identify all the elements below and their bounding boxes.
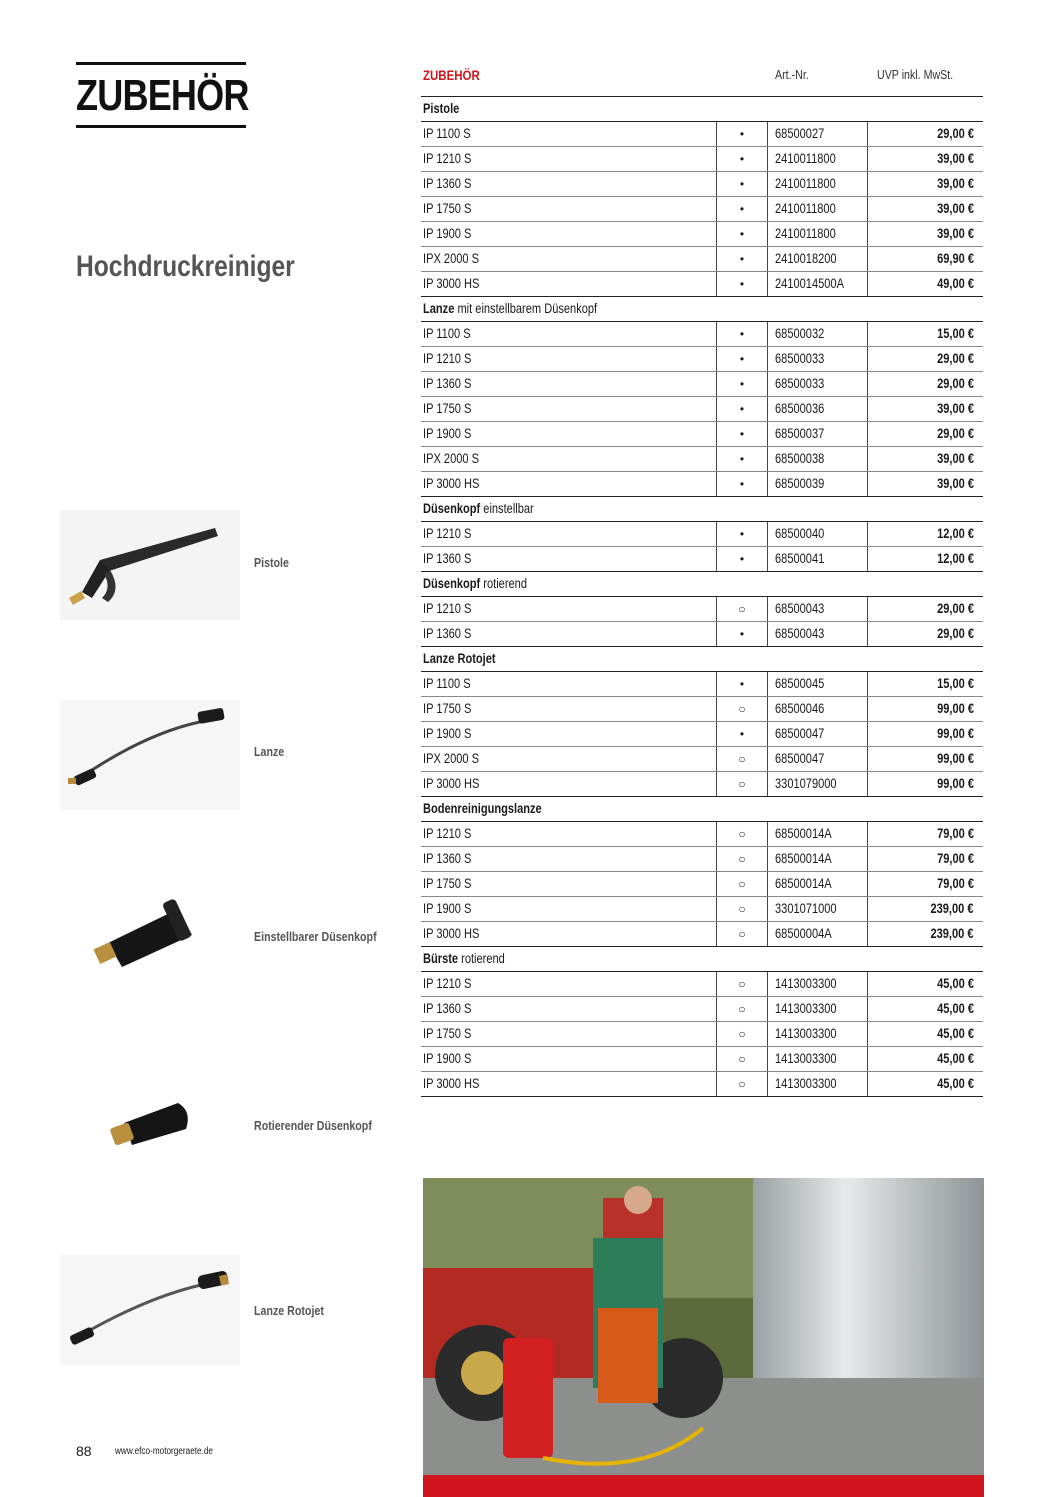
model-cell: IPX 2000 S xyxy=(423,451,480,466)
article-number-cell: 68500041 xyxy=(775,551,825,566)
article-number-cell: 2410018200 xyxy=(775,251,837,266)
availability-mark: ○ xyxy=(716,1022,768,1046)
group-name: Düsenkopf xyxy=(423,501,481,516)
side-item-pistole xyxy=(60,510,420,620)
model-cell: IP 1360 S xyxy=(423,376,472,391)
article-number-cell: 68500047 xyxy=(775,751,825,766)
article-number-cell: 68500047 xyxy=(775,726,825,741)
availability-mark: • xyxy=(716,147,768,171)
article-number-cell: 68500038 xyxy=(775,451,825,466)
model-cell: IP 1900 S xyxy=(423,1051,472,1066)
group-heading xyxy=(421,97,983,122)
group-heading xyxy=(421,497,983,522)
group-name: Lanze Rotojet xyxy=(423,651,496,666)
model-cell: IP 1900 S xyxy=(423,901,472,916)
price-cell: 29,00 € xyxy=(867,422,984,446)
article-number-cell: 68500014A xyxy=(775,876,832,891)
page-title: ZUBEHÖR xyxy=(76,71,249,120)
table-row xyxy=(421,622,983,647)
table-body xyxy=(421,97,983,1097)
group-sub: einstellbar xyxy=(480,501,534,516)
table-row xyxy=(421,772,983,797)
model-cell: IP 1100 S xyxy=(423,676,471,691)
article-number-cell: 68500043 xyxy=(775,601,825,616)
availability-mark: ○ xyxy=(716,772,768,796)
availability-mark: • xyxy=(716,172,768,196)
price-cell: 239,00 € xyxy=(867,897,984,921)
footer-url[interactable]: www.efco-motorgeraete.de xyxy=(115,1446,214,1457)
rotojet-lance-image xyxy=(60,1255,240,1365)
table-row xyxy=(421,397,983,422)
group-name: Pistole xyxy=(423,101,460,116)
header-art-nr: Art.-Nr. xyxy=(775,67,809,82)
model-cell: IP 1100 S xyxy=(423,126,471,141)
table-row xyxy=(421,322,983,347)
price-cell: 12,00 € xyxy=(867,522,984,546)
side-item-lanze xyxy=(60,700,420,810)
article-number-cell: 68500027 xyxy=(775,126,825,141)
group-name: Düsenkopf xyxy=(423,576,481,591)
table-row xyxy=(421,997,983,1022)
table-row xyxy=(421,822,983,847)
group-name: Bürste xyxy=(423,951,459,966)
side-label: Rotierender Düsenkopf xyxy=(254,1118,372,1133)
price-cell: 79,00 € xyxy=(867,847,984,871)
table-row xyxy=(421,747,983,772)
price-cell: 39,00 € xyxy=(867,447,984,471)
header-uvp: UVP inkl. MwSt. xyxy=(877,67,954,82)
availability-mark: ○ xyxy=(716,972,768,996)
table-row xyxy=(421,472,983,497)
table-row xyxy=(421,247,983,272)
article-number-cell: 68500033 xyxy=(775,376,825,391)
price-cell: 29,00 € xyxy=(867,372,984,396)
price-cell: 39,00 € xyxy=(867,147,984,171)
lance-image xyxy=(60,700,240,810)
group-heading xyxy=(421,572,983,597)
price-cell: 45,00 € xyxy=(867,972,984,996)
article-number-cell: 68500040 xyxy=(775,526,825,541)
price-cell: 79,00 € xyxy=(867,872,984,896)
table-row xyxy=(421,1072,983,1097)
availability-mark: • xyxy=(716,672,768,696)
price-cell: 29,00 € xyxy=(867,622,984,646)
price-cell: 79,00 € xyxy=(867,822,984,846)
model-cell: IP 1750 S xyxy=(423,701,472,716)
price-cell: 39,00 € xyxy=(867,172,984,196)
price-cell: 45,00 € xyxy=(867,1047,984,1071)
availability-mark: • xyxy=(716,522,768,546)
group-heading xyxy=(421,947,983,972)
availability-mark: ○ xyxy=(716,597,768,621)
model-cell: IP 3000 HS xyxy=(423,1076,480,1091)
price-cell: 45,00 € xyxy=(867,1072,984,1096)
header-zubehoer: ZUBEHÖR xyxy=(423,67,480,83)
product-photo xyxy=(423,1178,984,1497)
price-cell: 15,00 € xyxy=(867,672,984,696)
article-number-cell: 3301079000 xyxy=(775,776,837,791)
side-label: Lanze xyxy=(254,744,285,759)
article-number-cell: 3301071000 xyxy=(775,901,837,916)
group-name: Lanze xyxy=(423,301,455,316)
price-cell: 12,00 € xyxy=(867,547,984,571)
article-number-cell: 68500004A xyxy=(775,926,832,941)
table-row xyxy=(421,147,983,172)
table-row xyxy=(421,222,983,247)
price-cell: 49,00 € xyxy=(867,272,984,296)
model-cell: IP 1210 S xyxy=(423,351,472,366)
availability-mark: • xyxy=(716,197,768,221)
adjustable-nozzle-image xyxy=(60,885,240,995)
model-cell: IP 1900 S xyxy=(423,226,472,241)
article-number-cell: 68500039 xyxy=(775,476,825,491)
table-row xyxy=(421,1022,983,1047)
model-cell: IP 1100 S xyxy=(423,326,471,341)
table-row xyxy=(421,272,983,297)
model-cell: IP 3000 HS xyxy=(423,276,480,291)
table-row xyxy=(421,872,983,897)
model-cell: IP 1750 S xyxy=(423,201,472,216)
model-cell: IP 1360 S xyxy=(423,1001,472,1016)
article-number-cell: 1413003300 xyxy=(775,1001,837,1016)
price-cell: 29,00 € xyxy=(867,122,984,146)
model-cell: IP 1210 S xyxy=(423,601,472,616)
side-item-einstellbarer-duesenkopf xyxy=(60,885,420,995)
article-number-cell: 68500032 xyxy=(775,326,825,341)
availability-mark: • xyxy=(716,397,768,421)
table-row xyxy=(421,172,983,197)
side-item-lanze-rotojet xyxy=(60,1255,420,1365)
model-cell: IPX 2000 S xyxy=(423,251,480,266)
page-title-frame xyxy=(76,62,249,128)
table-row xyxy=(421,372,983,397)
model-cell: IP 1210 S xyxy=(423,526,472,541)
price-cell: 239,00 € xyxy=(867,922,984,946)
table-row xyxy=(421,972,983,997)
article-number-cell: 68500043 xyxy=(775,626,825,641)
availability-mark: ○ xyxy=(716,697,768,721)
table-row xyxy=(421,447,983,472)
model-cell: IP 3000 HS xyxy=(423,776,480,791)
article-number-cell: 68500014A xyxy=(775,851,832,866)
table-row xyxy=(421,722,983,747)
group-heading xyxy=(421,797,983,822)
model-cell: IP 1900 S xyxy=(423,426,472,441)
price-cell: 99,00 € xyxy=(867,747,984,771)
article-number-cell: 2410011800 xyxy=(775,226,836,241)
availability-mark: • xyxy=(716,347,768,371)
side-label: Pistole xyxy=(254,555,289,570)
price-cell: 39,00 € xyxy=(867,472,984,496)
price-cell: 39,00 € xyxy=(867,197,984,221)
table-row xyxy=(421,922,983,947)
article-number-cell: 2410011800 xyxy=(775,176,836,191)
availability-mark: ○ xyxy=(716,897,768,921)
article-number-cell: 2410014500A xyxy=(775,276,844,291)
model-cell: IP 1750 S xyxy=(423,401,472,416)
availability-mark: ○ xyxy=(716,1072,768,1096)
table-row xyxy=(421,197,983,222)
price-cell: 29,00 € xyxy=(867,597,984,621)
availability-mark: ○ xyxy=(716,822,768,846)
price-cell: 29,00 € xyxy=(867,347,984,371)
group-sub: rotierend xyxy=(458,951,505,966)
accessories-table xyxy=(421,62,983,1097)
model-cell: IP 1750 S xyxy=(423,876,472,891)
price-cell: 45,00 € xyxy=(867,1022,984,1046)
group-sub: mit einstellbarem Düsenkopf xyxy=(454,301,598,316)
article-number-cell: 2410011800 xyxy=(775,151,836,166)
price-cell: 45,00 € xyxy=(867,997,984,1021)
model-cell: IP 1210 S xyxy=(423,826,472,841)
availability-mark: • xyxy=(716,247,768,271)
table-row xyxy=(421,122,983,147)
group-name: Bodenreinigungslanze xyxy=(423,801,542,816)
article-number-cell: 68500037 xyxy=(775,426,825,441)
table-row xyxy=(421,847,983,872)
rotating-nozzle-image xyxy=(60,1075,240,1185)
table-row xyxy=(421,422,983,447)
article-number-cell: 1413003300 xyxy=(775,1051,837,1066)
side-label: Einstellbarer Düsenkopf xyxy=(254,929,377,944)
article-number-cell: 68500036 xyxy=(775,401,825,416)
price-cell: 39,00 € xyxy=(867,222,984,246)
price-cell: 99,00 € xyxy=(867,772,984,796)
availability-mark: • xyxy=(716,222,768,246)
model-cell: IP 1900 S xyxy=(423,726,472,741)
article-number-cell: 1413003300 xyxy=(775,1076,837,1091)
availability-mark: ○ xyxy=(716,997,768,1021)
model-cell: IP 1360 S xyxy=(423,176,472,191)
article-number-cell: 68500033 xyxy=(775,351,825,366)
price-cell: 69,90 € xyxy=(867,247,984,271)
article-number-cell: 1413003300 xyxy=(775,1026,837,1041)
article-number-cell: 68500014A xyxy=(775,826,832,841)
price-cell: 99,00 € xyxy=(867,722,984,746)
model-cell: IPX 2000 S xyxy=(423,751,480,766)
table-row xyxy=(421,347,983,372)
availability-mark: ○ xyxy=(716,872,768,896)
availability-mark: ○ xyxy=(716,847,768,871)
article-number-cell: 1413003300 xyxy=(775,976,837,991)
table-row xyxy=(421,672,983,697)
table-row xyxy=(421,547,983,572)
availability-mark: • xyxy=(716,447,768,471)
availability-mark: • xyxy=(716,622,768,646)
page-number: 88 xyxy=(76,1443,92,1459)
price-cell: 39,00 € xyxy=(867,397,984,421)
group-sub: rotierend xyxy=(480,576,527,591)
table-header xyxy=(421,62,983,97)
table-row xyxy=(421,697,983,722)
availability-mark: ○ xyxy=(716,1047,768,1071)
availability-mark: • xyxy=(716,422,768,446)
spray-gun-image xyxy=(60,510,240,620)
table-row xyxy=(421,597,983,622)
article-number-cell: 2410011800 xyxy=(775,201,836,216)
model-cell: IP 3000 HS xyxy=(423,476,480,491)
group-heading xyxy=(421,647,983,672)
table-row xyxy=(421,897,983,922)
model-cell: IP 1360 S xyxy=(423,626,472,641)
availability-mark: • xyxy=(716,722,768,746)
availability-mark: • xyxy=(716,272,768,296)
side-item-rotierender-duesenkopf xyxy=(60,1075,420,1185)
model-cell: IP 1750 S xyxy=(423,1026,472,1041)
table-row xyxy=(421,522,983,547)
model-cell: IP 3000 HS xyxy=(423,926,480,941)
availability-mark: • xyxy=(716,372,768,396)
section-title: Hochdruckreiniger xyxy=(76,250,295,283)
model-cell: IP 1360 S xyxy=(423,551,472,566)
model-cell: IP 1210 S xyxy=(423,976,472,991)
availability-mark: • xyxy=(716,122,768,146)
availability-mark: • xyxy=(716,547,768,571)
availability-mark: ○ xyxy=(716,747,768,771)
price-cell: 15,00 € xyxy=(867,322,984,346)
model-cell: IP 1210 S xyxy=(423,151,472,166)
availability-mark: ○ xyxy=(716,922,768,946)
price-cell: 99,00 € xyxy=(867,697,984,721)
model-cell: IP 1360 S xyxy=(423,851,472,866)
group-heading xyxy=(421,297,983,322)
article-number-cell: 68500046 xyxy=(775,701,825,716)
table-row xyxy=(421,1047,983,1072)
availability-mark: • xyxy=(716,322,768,346)
side-label: Lanze Rotojet xyxy=(254,1303,324,1318)
availability-mark: • xyxy=(716,472,768,496)
article-number-cell: 68500045 xyxy=(775,676,825,691)
